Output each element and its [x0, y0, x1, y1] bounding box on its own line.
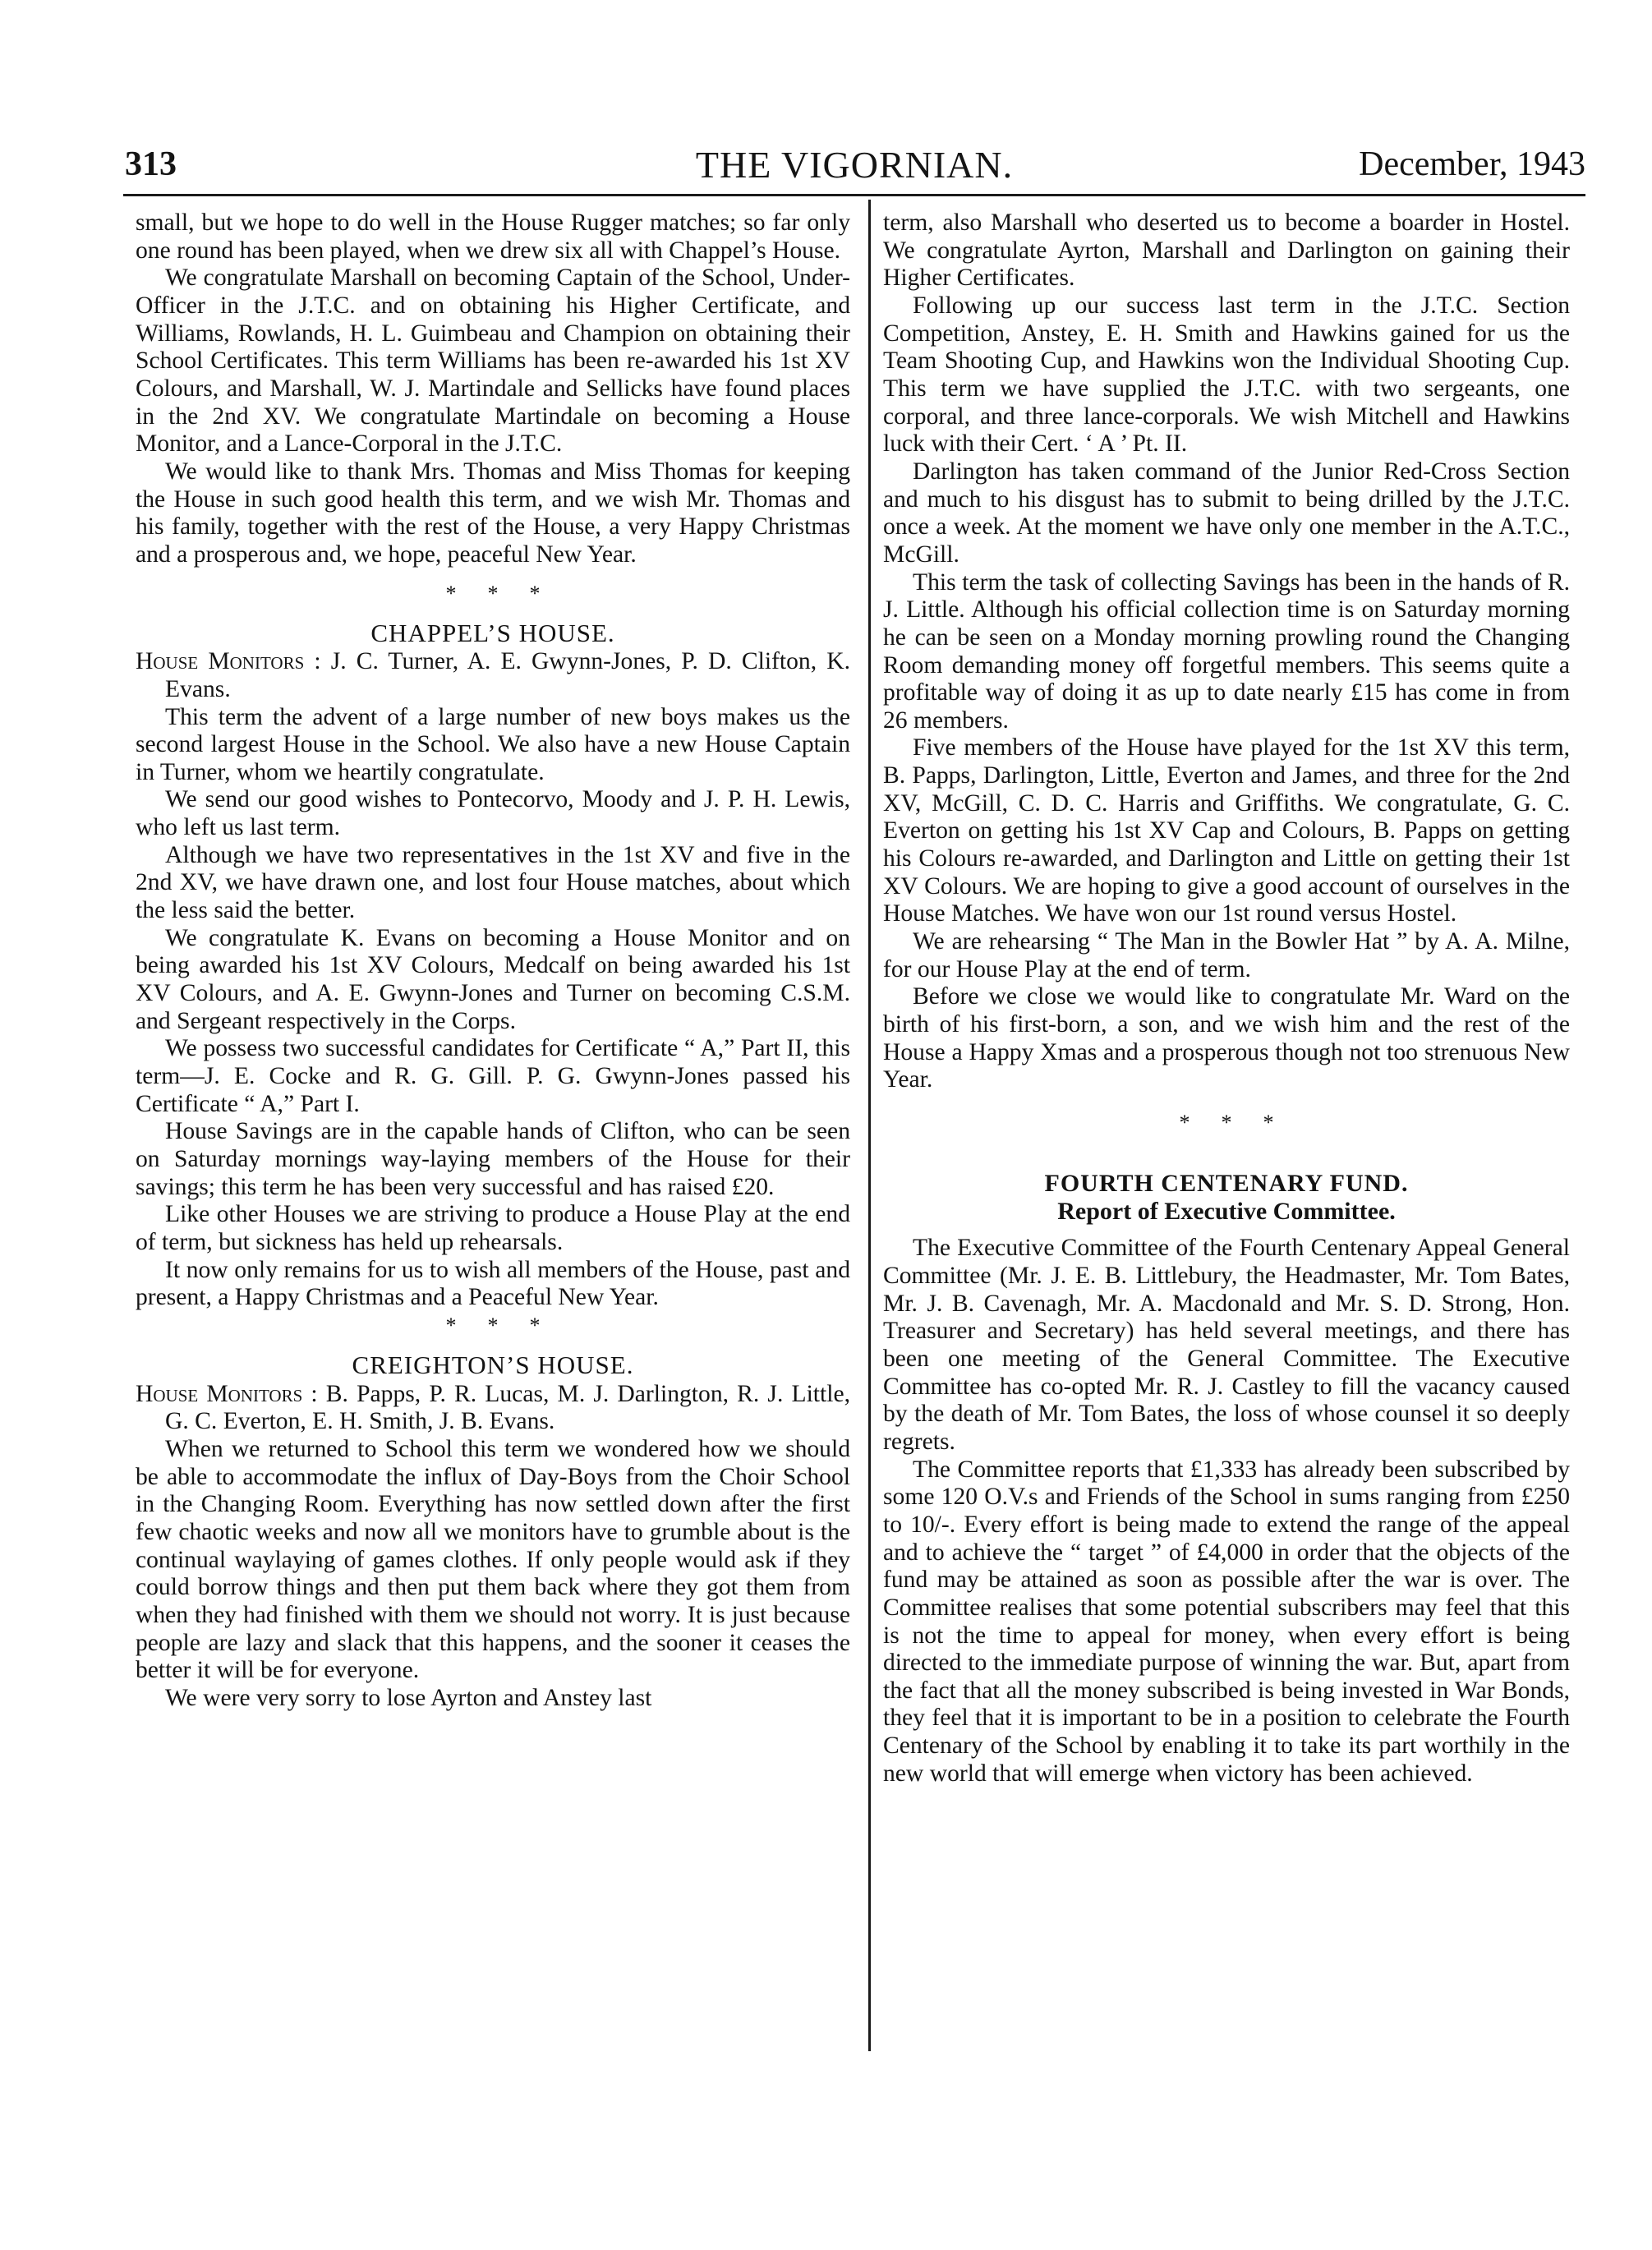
paragraph: When we returned to School this term we wondered how we should be able to accommodate the influx of Day-Boys from the Choir School in the Changing Room. Everything has now settled down after the first few chaotic weeks and now all we monitors have to grumble about is the continual waylaying of games clothes. If only people would ask if they could borrow things and then put them back where they got them from when they had finished with them we should not worry. It is just because people are lazy and slack that this happens, and the sooner it ceases the better it will be for everyone. [136, 1435, 850, 1684]
page-header [123, 141, 1585, 191]
paragraph: Like other Houses we are striving to produce a House Play at the end of term, but sickness has held up rehearsals. [136, 1201, 850, 1255]
fund-subheading: Report of Executive Committee. [1057, 1197, 1396, 1225]
paragraph: House Savings are in the capable hands of Clifton, who can be seen on Saturday mornings way-laying members of the House for their savings; this term he has been very successful and has raised £20. [136, 1118, 850, 1200]
paragraph: Darlington has taken command of the Junior Red-Cross Section and much to his disgust has to submit to being drilled by the J.T.C. once a week. At the moment we have only one member in the A.T.C., McGill. [883, 458, 1570, 568]
paragraph: We send our good wishes to Pontecorvo, Moody and J. P. H. Lewis, who left us last term. [136, 786, 850, 841]
column-divider [868, 200, 871, 2051]
header-rule [123, 194, 1585, 196]
creighton-house-monitors [136, 1381, 850, 1436]
left-column [136, 209, 850, 1712]
publication-title: THE VIGORNIAN. [695, 144, 1014, 186]
paragraph: The Executive Committee of the Fourth Centenary Appeal General Committee (Mr. J. E. B. Littlebury, the Headmaster, Mr. Tom Bates, Mr. J. B. Cavenagh, Mr. A. Macdonald and Mr. S. D. Strong, Hon. Treasurer and Secretary) has held several meetings, and there has been one meeting of the General Committee. The Executive Committee has co-opted Mr. R. J. Castley to fill the vacancy caused by the death of Mr. Tom Bates, the loss of whose counsel it so deeply regrets. [883, 1235, 1570, 1455]
paragraph: We congratulate K. Evans on becoming a House Monitor and on being awarded his 1st XV Colours, Medcalf on being awarded his 1st XV Colours, and A. E. Gwynn-Jones and Turner on becoming C.S.M. and Sergeant respectively in the Corps. [136, 924, 850, 1034]
paragraph: We congratulate Marshall on becoming Captain of the School, Under-Officer in the J.T.C. and on obtaining his Higher Certificate, and Williams, Rowlands, H. L. Guimbeau and Champion on obtaining their School Certificates. This term Williams has been re-awarded his 1st XV Colours, and Marshall, W. J. Martindale and Sellicks have found places in the 2nd XV. We congratulate Martindale on becoming a House Monitor, and a Lance-Corporal in the J.T.C. [136, 265, 850, 458]
paragraph: We are rehearsing “ The Man in the Bowler Hat ” by A. A. Milne, for our House Play at the end of term. [883, 928, 1570, 982]
paragraph: We would like to thank Mrs. Thomas and Miss Thomas for keeping the House in such good health this term, and we wish Mr. Thomas and his family, together with the rest of the House, a very Happy Christmas and a prosperous and, we hope, peaceful New Year. [136, 458, 850, 568]
monitors-list: B. Papps, P. R. Lucas, M. J. Darlington, R. J. Little, G. C. Everton, E. H. Smith, J. B. Evans. [165, 1380, 850, 1435]
paragraph: The Committee reports that £1,333 has already been subscribed by some 120 O.V.s and Friends of the School in sums ranging from £250 to 10/-. Every effort is being made to extend the range of the appeal and to achieve the “ target ” of £4,000 in order that the objects of the fund may be attained as soon as possible after the war is over. The Committee realises that some potential subscribers may feel that this is not the time to appeal for money, when every effort is being directed to the immediate purpose of winning the war. But, apart from the fact that all the money subscribed is being invested in War Bonds, they feel that it is important to be in a position to celebrate the Fourth Centenary of the School by enabling it to take its part worthily in the new world that will emerge when victory has been achieved. [883, 1456, 1570, 1787]
chappel-house-heading: CHAPPEL’S HOUSE. [370, 618, 615, 647]
paragraph: term, also Marshall who deserted us to become a boarder in Hostel. We congratulate Ayrton, Marshall and Darlington on gaining their Higher Certificates. [883, 209, 1570, 292]
section-separator: *** [1179, 1111, 1305, 1134]
paragraph: This term the advent of a large number of new boys makes us the second largest House in the School. We also have a new House Captain in Turner, whom we heartily congratulate. [136, 703, 850, 785]
monitors-label: House Monitors : [136, 648, 321, 675]
paragraph: This term the task of collecting Savings has been in the hands of R. J. Little. Although his official collection time is on Saturday morning he can be seen on a Monday morning prowling round the Changing Room demanding money off forgetful members. This seems quite a profitable way of doing it as up to date nearly £15 has come in from 26 members. [883, 568, 1570, 734]
paragraph: small, but we hope to do well in the House Rugger matches; so far only one round has been played, when we drew six all with Chappel’s House. [136, 209, 850, 264]
paragraph: Although we have two representatives in the 1st XV and five in the 2nd XV, we have drawn one, and lost four House matches, about which the less said the better. [136, 841, 850, 924]
paragraph: Five members of the House have played for the 1st XV this term, B. Papps, Darlington, Little, Everton and James, and three for the 2nd XV, McGill, C. D. C. Harris and Griffiths. We congratulate, G. C. Everton on getting his 1st XV Cap and Colours, B. Papps on getting his Colours re-awarded, and Darlington and Little on getting their 1st XV Colours. We are hoping to give a good account of ourselves in the House Matches. We have won our 1st round versus Hostel. [883, 734, 1570, 927]
right-column [883, 209, 1570, 1788]
section-separator: *** [445, 1313, 572, 1337]
paragraph: Following up our success last term in the J.T.C. Section Competition, Anstey, E. H. Smith and Hawkins gained for us the Team Shooting Cup, and Hawkins won the Individual Shooting Cup. This term we have supplied the J.T.C. with two sergeants, one corporal, and three lance-corporals. We wish Mitchell and Hawkins luck with their Cert. ‘ A ’ Pt. II. [883, 292, 1570, 458]
issue-date: December, 1943 [1359, 145, 1585, 183]
paragraph: We were very sorry to lose Ayrton and Anstey last [165, 1684, 652, 1711]
section-separator: *** [445, 581, 572, 605]
page-number: 313 [125, 145, 177, 183]
paragraph: We possess two successful candidates for Certificate “ A,” Part II, this term—J. E. Cocke and R. G. Gill. P. G. Gwynn-Jones passed his Certificate “ A,” Part I. [136, 1035, 850, 1117]
monitors-label: House Monitors : [136, 1380, 318, 1407]
chappel-house-monitors [136, 648, 850, 703]
creighton-house-heading: CREIGHTON’S HOUSE. [352, 1350, 634, 1379]
fund-heading: FOURTH CENTENARY FUND. [1044, 1170, 1409, 1197]
monitors-list: J. C. Turner, A. E. Gwynn-Jones, P. D. Clifton, K. Evans. [165, 648, 850, 702]
paragraph: Before we close we would like to congratulate Mr. Ward on the birth of his first-born, a son, and we wish him and the rest of the House a Happy Xmas and a prosperous though not too strenuous New Year. [883, 983, 1570, 1093]
paragraph: It now only remains for us to wish all members of the House, past and present, a Happy Christmas and a Peaceful New Year. [136, 1256, 850, 1311]
